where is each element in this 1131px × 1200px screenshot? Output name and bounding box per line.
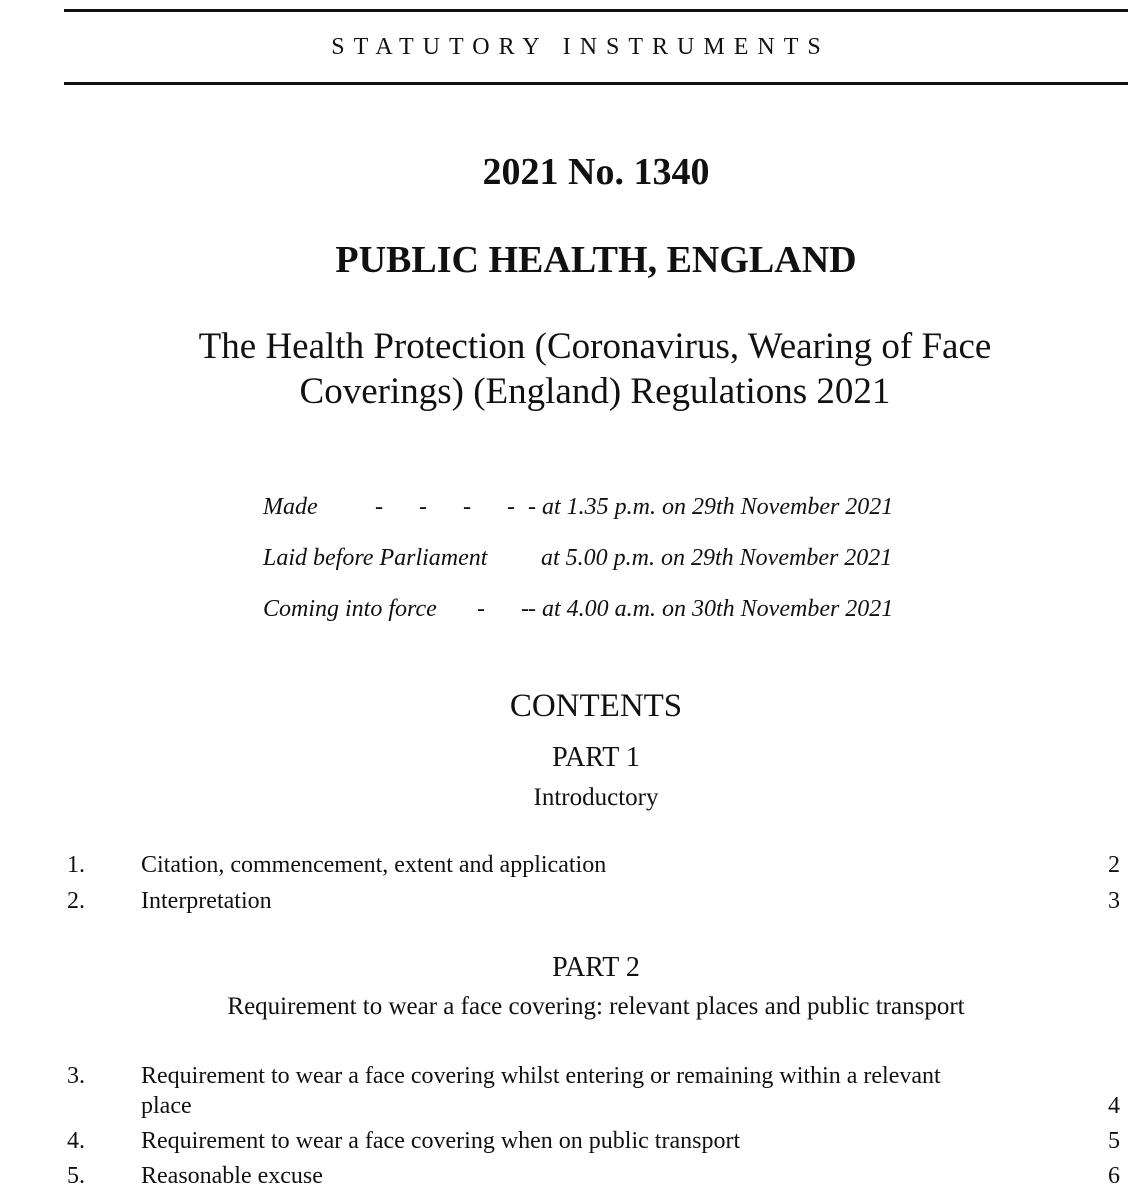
part-2-subtitle: Requirement to wear a face covering: relevant places and public transport [227,993,965,1020]
toc-entry-text: Reasonable excuse [141,1163,323,1189]
toc-entry-page: 6 [1108,1163,1120,1189]
toc-entry-number: 4. [67,1128,85,1154]
toc-entry-text-line-2: place [141,1093,192,1119]
toc-entry-text [141,1061,1041,1121]
instrument-title [150,324,1040,414]
date-label: Coming into force [263,596,437,622]
toc-entry-text: Interpretation [141,888,272,914]
header-bottom-rule [64,82,1128,85]
part-1-heading: PART 1 [552,742,640,773]
header-top-rule [64,9,1128,12]
toc-entry-number: 2. [67,888,85,914]
date-label: Made [263,494,318,520]
date-value: at 5.00 p.m. on 29th November 2021 [541,545,893,571]
toc-entry-page: 2 [1108,852,1120,878]
instrument-number: 2021 No. 1340 [482,151,710,193]
instrument-title-line-2: Coverings) (England) Regulations 2021 [299,371,891,412]
instrument-subject: PUBLIC HEALTH, ENGLAND [335,239,857,281]
toc-entry-page: 5 [1108,1128,1120,1154]
toc-entry-number: 3. [67,1063,85,1089]
date-value: - at 1.35 p.m. on 29th November 2021 [528,494,894,520]
date-label: Laid before Parliament [263,545,488,571]
toc-entry-text: Citation, commencement, extent and application [141,852,607,878]
instrument-title-line-1: The Health Protection (Coronavirus, Wearing of Face [198,326,992,367]
part-2-heading: PART 2 [552,952,640,983]
toc-entry-text-line-1: Requirement to wear a face covering whilst entering or remaining within a relevant [141,1063,941,1089]
date-value: - at 4.00 a.m. on 30th November 2021 [528,596,894,622]
part-1-subtitle: Introductory [533,784,659,811]
toc-entry-page: 3 [1108,888,1120,914]
series-header: STATUTORY INSTRUMENTS [331,34,830,60]
toc-entry-text: Requirement to wear a face covering when on public transport [141,1128,741,1154]
toc-entry-number: 5. [67,1163,85,1189]
contents-heading: CONTENTS [509,688,683,724]
date-dashes: - - - - [375,494,515,520]
date-dashes: - - [477,596,529,622]
toc-entry-number: 1. [67,852,85,878]
toc-entry-page: 4 [1108,1093,1120,1119]
toc-entry-3[interactable] [64,1061,1120,1125]
